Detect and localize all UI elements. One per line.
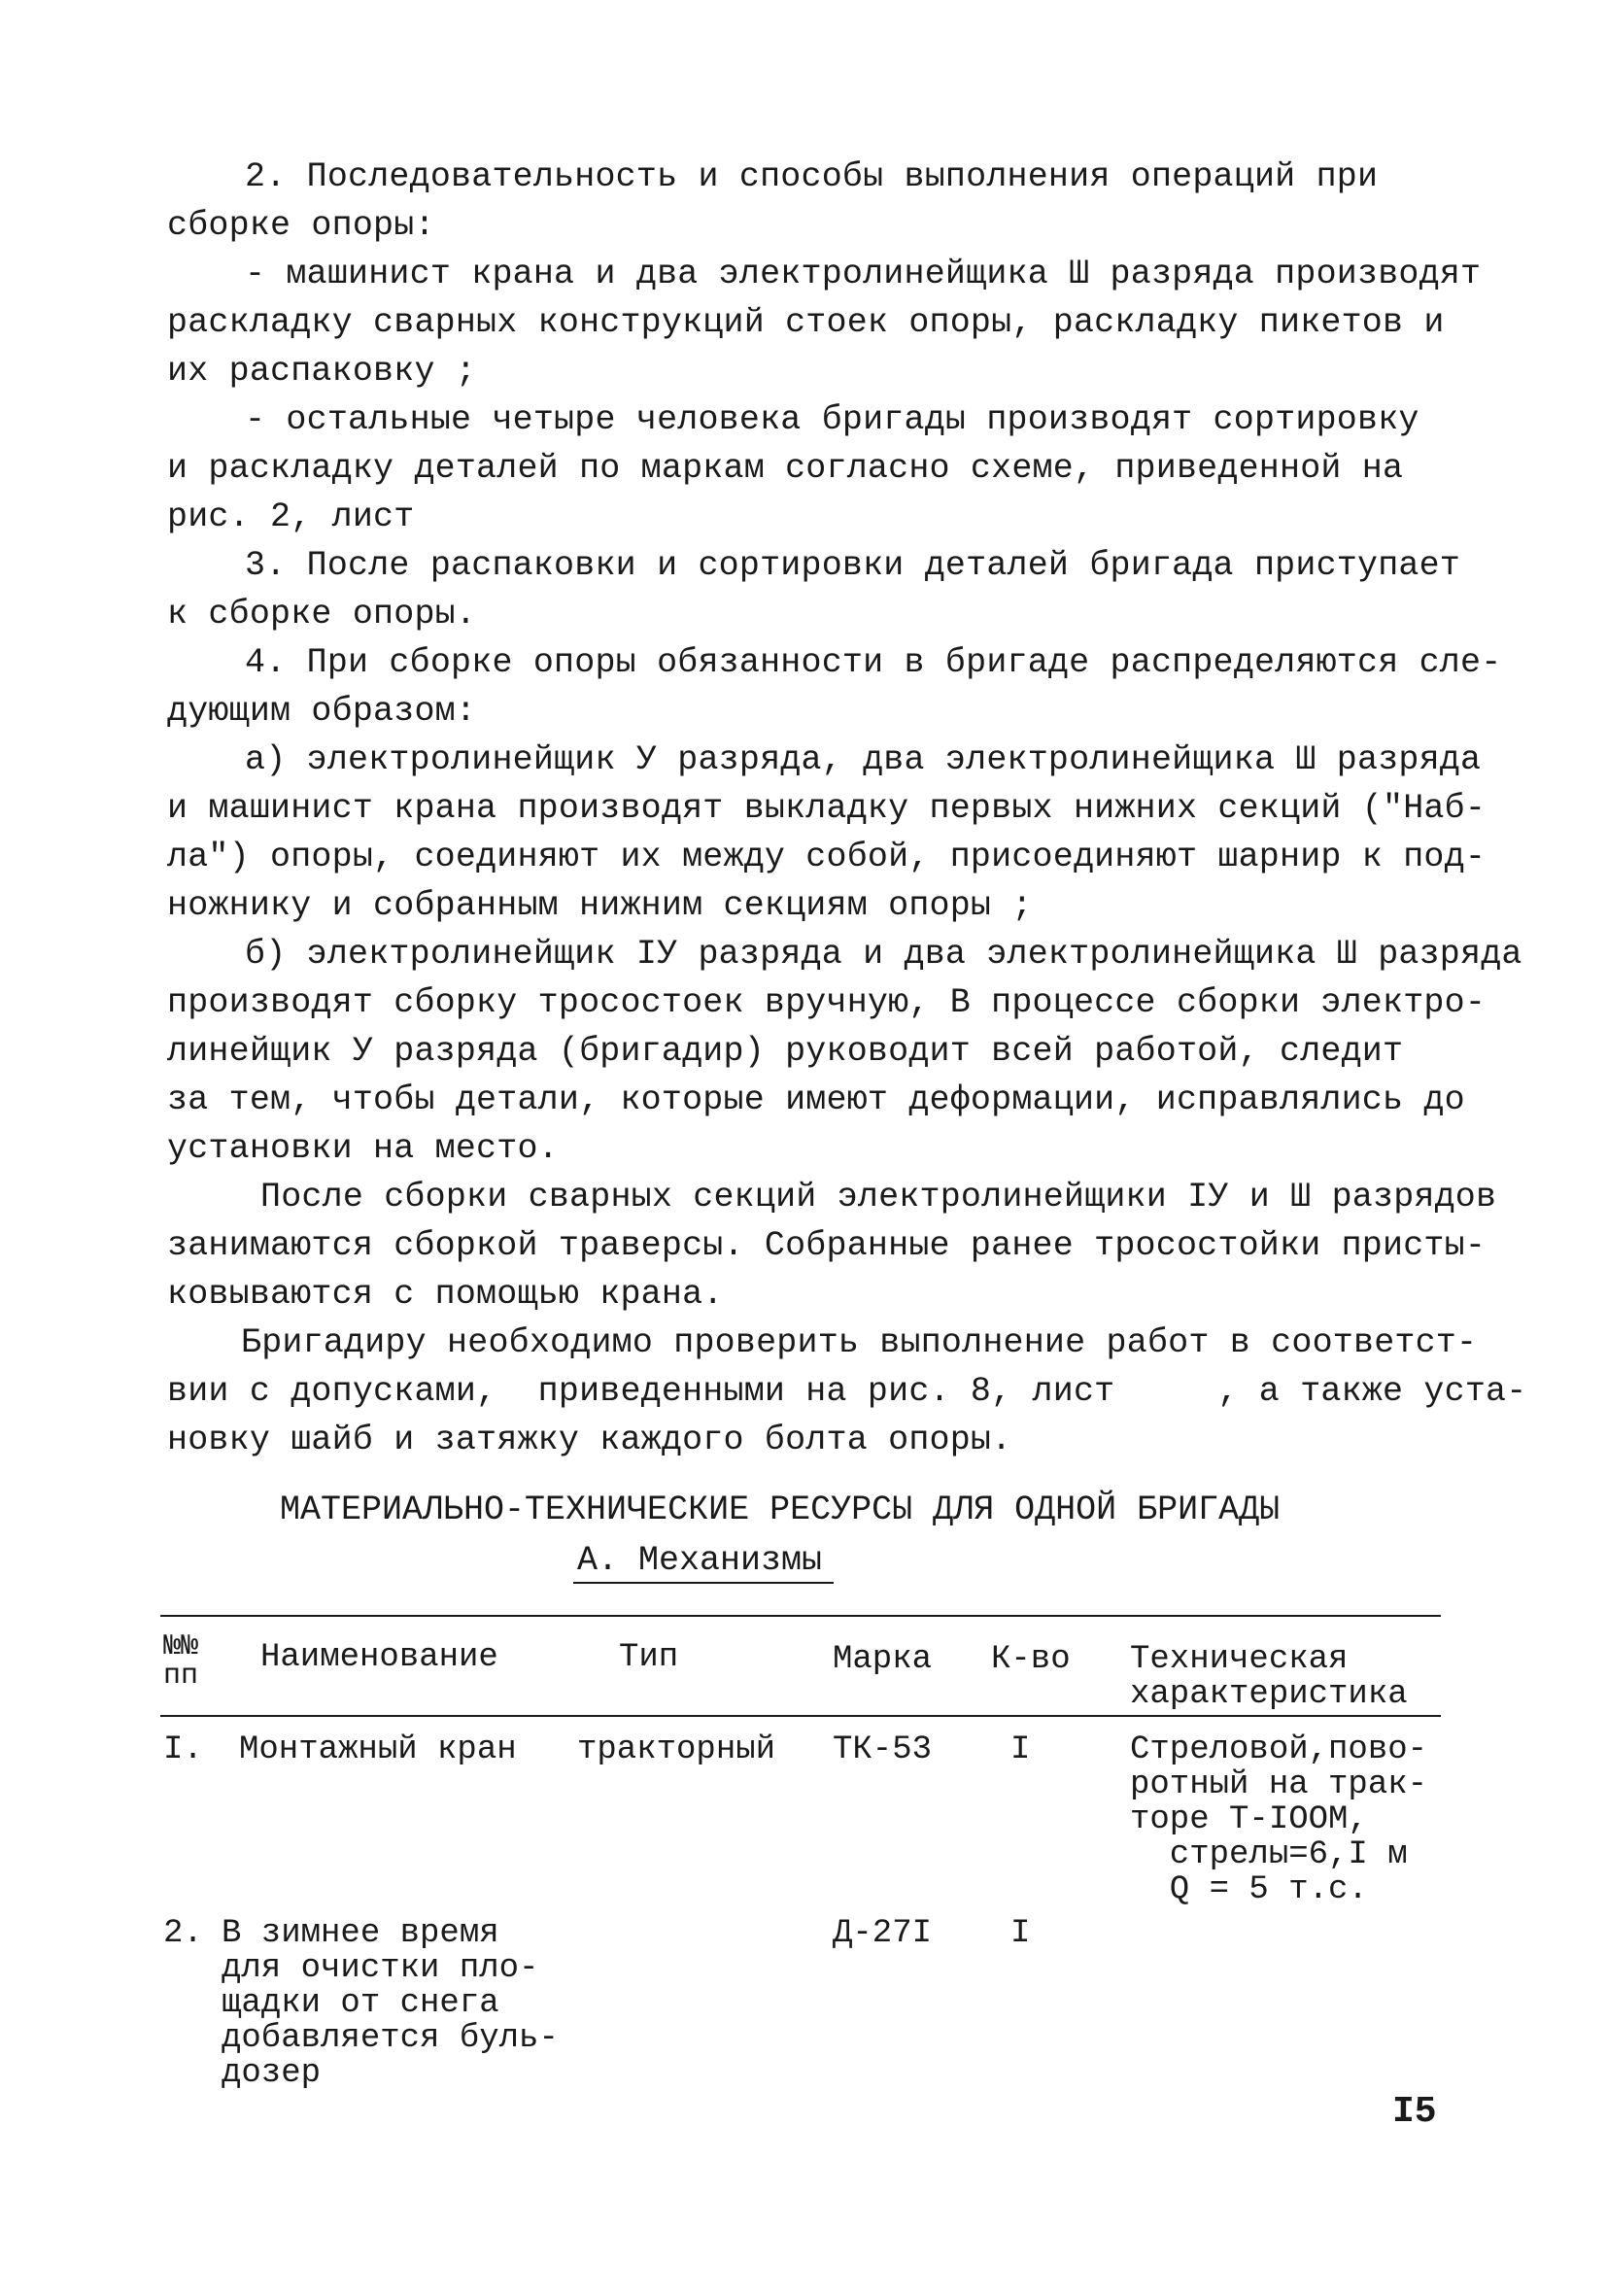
text-line: ножнику и собранным нижним секциям опоры ; [167,886,1033,925]
resources-title: МАТЕРИАЛЬНО-ТЕХНИЧЕСКИЕ РЕСУРСЫ ДЛЯ ОДНОЙ БРИГАДЫ [280,1491,1281,1529]
text-line: а) электролинейщик У разряда, два электролинейщика Ш разряда [245,740,1482,779]
text-line: вии с допусками, приведенными на рис. 8, лист , а также уста- [167,1372,1527,1411]
text-line: Бригадиру необходимо проверить выполнение работ в соответст- [241,1323,1478,1362]
header-type: Тип [619,1639,679,1676]
text-line: и раскладку деталей по маркам согласно схеме, приведенной на [167,449,1404,488]
table-top-rule [160,1615,1441,1617]
header-spec: Техническая характеристика [1130,1641,1408,1713]
row-mark: ТК-53 [833,1731,933,1768]
table-header-rule [160,1715,1441,1717]
header-num: №№ пп [163,1630,199,1693]
text-line: - машинист крана и два электролинейщика Ш разряда производят [245,255,1482,293]
row-num: 2. [163,1915,203,1952]
row-qty: I [1010,1915,1031,1952]
header-mark: Марка [833,1641,933,1678]
text-line: производят сборку тросостоек вручную, В процессе сборки электро- [167,983,1487,1022]
text-line: 3. После распаковки и сортировки деталей бригада приступает [245,546,1461,585]
text-line: новку шайб и затяжку каждого болта опоры. [167,1421,1012,1459]
text-line: к сборке опоры. [167,595,477,634]
text-line: занимаются сборкой траверсы. Собранные ранее тросостойки присты- [167,1226,1487,1265]
text-line: ковываются с помощью крана. [167,1275,724,1314]
page-number: I5 [1392,2091,1437,2133]
row-num: I. [163,1731,203,1768]
text-line: за тем, чтобы детали, которые имеют деформации, исправлялись до [167,1080,1465,1119]
text-line: ла") опоры, соединяют их между собой, присоединяют шарнир к под- [167,838,1487,876]
header-name: Наименование [260,1639,498,1676]
row-qty: I [1010,1731,1031,1768]
text-line: линейщик У разряда (бригадир) руководит всей работой, следит [167,1032,1404,1071]
text-line: б) электролинейщик IУ разряда и два электролинейщика Ш разряда [245,935,1522,974]
row-mark: Д-27I [833,1915,933,1952]
text-line: раскладку сварных конструкций стоек опоры, раскладку пикетов и [167,303,1445,342]
text-line: После сборки сварных секций электролинейщики IУ и Ш разрядов [260,1178,1497,1217]
row-spec: Стреловой,пово- ротный на трак- торе Т-IOOM, стрелы=6,I м Q = 5 т.с. [1130,1731,1428,1908]
resources-subtitle: А. Механизмы [573,1539,834,1584]
row-name: В зимнее время для очистки пло- щадки от снега добавляется буль- дозер [222,1915,559,2092]
text-line: их распаковку ; [167,352,477,391]
text-line: рис. 2, лист [167,497,415,536]
text-line: - остальные четыре человека бригады производят сортировку [245,400,1419,439]
text-line: сборке опоры: [167,206,435,245]
row-name: Монтажный кран [239,1731,517,1768]
header-qty: К-во [991,1641,1071,1678]
row-type: тракторный [577,1731,776,1768]
text-line: 4. При сборке опоры обязанности в бригаде распределяются сле- [245,643,1502,682]
text-line: установки на место. [167,1129,559,1168]
text-line: дующим образом: [167,692,477,731]
text-line: 2. Последовательность и способы выполнения операций при [245,157,1379,196]
text-line: и машинист крана производят выкладку первых нижних секций ("Наб- [167,789,1487,828]
